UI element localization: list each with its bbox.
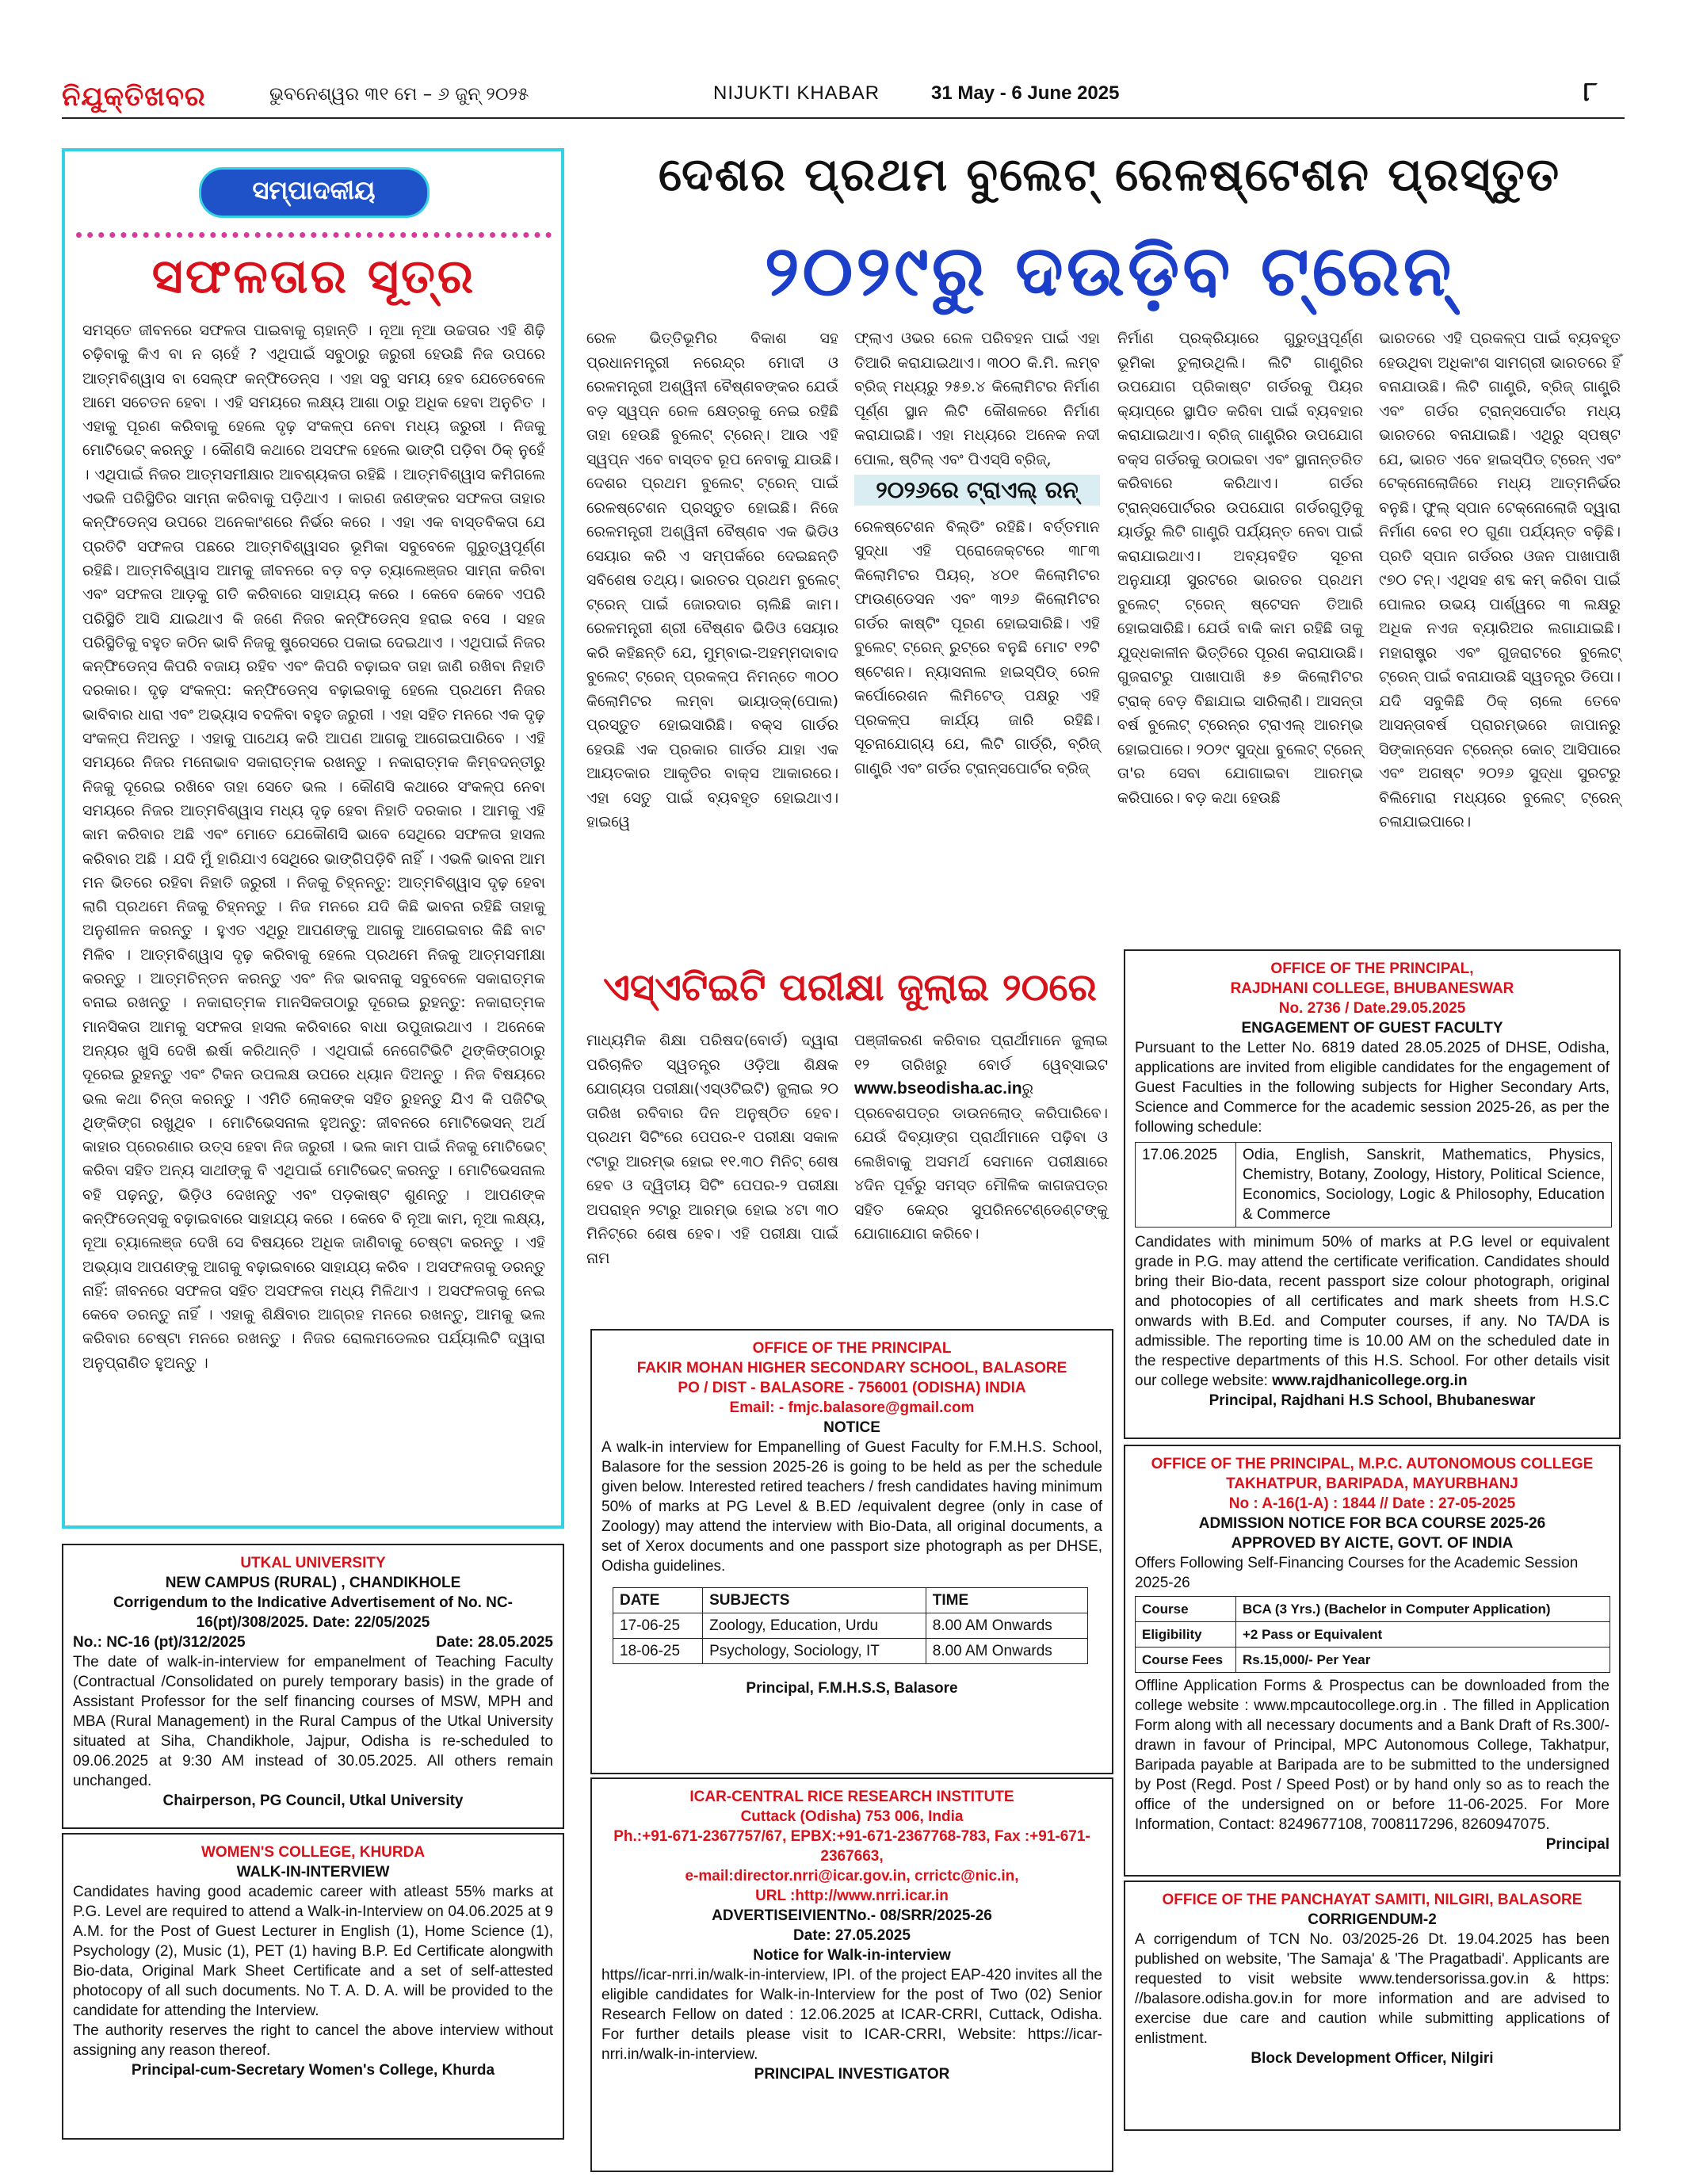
editorial-title: ସଫଳତାର ସୂତ୍ର [151,249,476,304]
notice-heading: ADMISSION NOTICE FOR BCA COURSE 2025-26 [1198,1515,1546,1532]
notice-signature: Chairperson, PG Council, Utkal University [162,1793,464,1809]
table-header: DATE [613,1588,703,1613]
notice-number: No.: NC-16 (pt)/312/2025 [73,1634,246,1651]
table-header-row [613,1588,1088,1613]
notice-office: OFFICE OF THE PRINCIPAL, [1270,960,1474,977]
story-subhead: ୨୦୨୬ରେ ଟ୍ରାଏଲ୍ ରନ୍ [854,475,1100,506]
notice-campus: NEW CAMPUS (RURAL) , CHANDIKHOLE [165,1575,461,1591]
editorial-box [62,148,564,1529]
table-header: TIME [926,1588,1087,1613]
notice-heading: NOTICE [823,1419,880,1436]
story-column-2 [854,326,1100,781]
main-headline: ୨୦୨୯ରୁ ଦଉଡ଼ିବ ଟ୍ରେନ୍ [764,230,1455,311]
main-headline-top: ଦେଶର ପ୍ରଥମ ବୁଲେଟ୍ ରେଳଷ୍ଟେଶନ ପ୍ରସ୍ତୁତ [658,147,1561,201]
notice-title: UTKAL UNIVERSITY [240,1555,386,1571]
notice-advt: ADVERTISEIVIENTNo.- 08/SRR/2025-26 [712,1907,992,1924]
editorial-body: ସମସ୍ତେ ଜୀବନରେ ସଫଳତା ପାଇବାକୁ ଚାହାନ୍ତି । ନୂଆ ନୂଆ ଉଚ୍ଚତାର ଏହି ଶିଢ଼ି ଚଢ଼ିବାକୁ କିଏ ବା ନ ଚାହେଁ ? ଏଥିପାଇଁ ସବୁଠାରୁ ଜରୁରୀ ହେଉଛି ନିଜ ଉପରେ ଆତ୍ମବିଶ୍ୱାସ ବା ସେଲ୍ଫ କନ୍ଫିଡେନ୍ସ । ଏହା ସବୁ ସମୟ ହେବ ଯେତେବେଳେ ଆମେ ସଚେତନ ହେବା । ଏହି ସମୟରେ ଲକ୍ଷ୍ୟ ଆଶା ଠାରୁ ଅଧିକ ହେବା ଅନୁଚିତ । ଏହାକୁ ପୂରଣ କରିବାକୁ ହେଲେ ଦୃଢ଼ ସଂକଳ୍ପ ନେବା ମଧ୍ୟ ଜରୁରୀ । ନିଜକୁ ମୋଟିଭେଟ୍ କରନ୍ତୁ । କୌଣସି କଥାରେ ଅସଫଳ ହେଲେ ଭାଙ୍ଗି ପଡ଼ିବା ଠିକ୍ ନୁହେଁ । ଏଥିପାଇଁ ନିଜର ଆତ୍ମସମୀକ୍ଷାର ଆବଶ୍ୟକତା ରହିଛି । ଆତ୍ମବିଶ୍ୱାସ କମିଗଲେ ଏଭଳି ପରିସ୍ଥିତିର ସାମ୍ନା କରିବାକୁ ପଡ଼ିଥାଏ । କାରଣ ଜଣଙ୍କର ସଫଳତା ତାହାର କନ୍ଫିଡେନ୍ସ ଉପରେ ଅନେକାଂଶରେ ନିର୍ଭର କରେ । ଏହା ଏକ ବାସ୍ତବିକତା ଯେ ପ୍ରତିଟି ସଫଳତା ପଛରେ ଆତ୍ମବିଶ୍ୱାସର ଭୂମିକା ସବୁବେଳେ ଗୁରୁତ୍ୱପୂର୍ଣ୍ଣ ରହିଛି। ଆତ୍ମବିଶ୍ୱାସ ଆମକୁ ଜୀବନରେ ବଡ଼ ବଡ଼ ଚ୍ୟାଲେଞ୍ଜର ସାମ୍ନା କରିବା ଏବଂ ସଫଳତା ଆଡ଼କୁ ଗତି କରିବାରେ ସାହାଯ୍ୟ କରେ । କେବେ କେବେ ଏପରି ପରିସ୍ଥିତି ଆସି ଯାଇଥାଏ କି ଜଣେ ନିଜର କନ୍ଫିଡେନ୍ସ ହରାଇ ବସେ । ସହଜ ପରିସ୍ଥିତିକୁ ବହୁତ କଠିନ ଭାବି ନିଜକୁ ଷ୍ଟ୍ରେସରେ ପକାଇ ଦେଇଥାଏ । ଏଥିପାଇଁ ନିଜର କନ୍ଫିଡେନ୍ସ କିପରି ବଜାୟ ରହିବ ଏବଂ କିପରି ବଢ଼ାଇବ ତାହା ଜାଣି ରଖିବା ନିହାତି ଦରକାର। ଦୃଢ଼ ସଂକଳ୍ପ: କନ୍ଫିଡେନ୍ସ ବଢ଼ାଇବାକୁ ହେଲେ ପ୍ରଥମେ ନିଜର ଭାବିବାର ଧାରା ଏବଂ ଅଭ୍ୟାସ ବଦଳିବା ବହୁତ ଜରୁରୀ । ଏହା ସହିତ ମନରେ ଏକ ଦୃଢ଼ ସଂକଳ୍ପ ନିଅନ୍ତୁ । ଏହାକୁ ପାଥେୟ କରି ଆପଣ ଆଗକୁ ଆଗେଇପାରିବେ । ଏହି ସମୟରେ ନିଜର ମନୋଭାବ ସକାରାତ୍ମକ ରଖନ୍ତୁ । ନକାରାତ୍ମକ କିମ୍ବଦନ୍ତୀରୁ ନିଜକୁ ଦୂରେଇ ରଖିବେ ତାହା ସେତେ ଭଲ । କୌଣସି କଥାରେ ସଂକଳ୍ପ ନେବା ସମୟରେ ନିଜର ଆତ୍ମବିଶ୍ୱାସ ମଧ୍ୟ ଦୃଢ଼ ହେବା ନିହାତି ଦରକାର । ଆମକୁ ଏହି କାମ କରିବାର ଅଛି ଏବଂ ମୋତେ ଯେକୌଣସି ଭାବେ ସେଥିରେ ସଫଳତା ହାସଲ କରିବାର ଅଛି । ଯଦି ମୁଁ ହାରିଯାଏ ସେଥିରେ ଭାଙ୍ଗିପଡ଼ିବି ନାହିଁ । ଏଭଳି ଭାବନା ଆମ ମନ ଭିତରେ ରହିବା ନିହାତି ଜରୁରୀ । ନିଜକୁ ଚିହ୍ନନ୍ତୁ: ଆତ୍ମବିଶ୍ୱାସ ଦୃଢ଼ ହେବା ଲାଗି ପ୍ରଥମେ ନିଜକୁ ଚିହ୍ନନ୍ତୁ । ନିଜ ମନରେ ଯଦି କିଛି ଭାବନା ରହିଛି ତାହାକୁ ଅନୁଶୀଳନ କରନ୍ତୁ । ହୁଏତ ଏଥିରୁ ଆପଣଙ୍କୁ ଆଗକୁ ଆଗେଇବାର କିଛି ବାଟ ମିଳିବ । ଆତ୍ମବିଶ୍ୱାସ ଦୃଢ଼ କରିବାକୁ ହେଲେ ପ୍ରଥମେ ନିଜକୁ ଆତ୍ମସମୀକ୍ଷା କରନ୍ତୁ । ଆତ୍ମଚିନ୍ତନ କରନ୍ତୁ ଏବଂ ନିଜ ଭାବନାକୁ ସବୁବେଳେ ସକାରାତ୍ମକ ବନାଇ ରଖନ୍ତୁ । ନକାରାତ୍ମକ ମାନସିକତାଠାରୁ ଦୂରେଇ ରୁହନ୍ତୁ: ନକାରାତ୍ମକ ମାନସିକତା ଆମକୁ ସଫଳତା ହାସଲ କରିବାରେ ବାଧା ଉପୁଜାଇଥାଏ । ଅନେକେ ଅନ୍ୟର ଖୁସି ଦେଖି ଈର୍ଷା କରିଥାନ୍ତି । ଏଥିପାଇଁ ନେଗେଟିଭିଟି ଥିଙ୍କିଙ୍ଗଠାରୁ ଦୂରେଇ ରୁହନ୍ତୁ ଏବଂ ଟିକନ ଉପଲକ୍ଷ ଉପରେ ଧ୍ୟାନ ଦିଅନ୍ତୁ । ନିଜ ବିଷୟରେ ଭଲ କଥା ଚିନ୍ତା କରନ୍ତୁ । ଏମିତି ଲୋକଙ୍କ ସହିତ ରୁହନ୍ତୁ ଯିଏ କି ପଜିଟିଭ୍ ଥିଙ୍କିଙ୍ଗ ରଖୁଥିବ । ମୋଟିଭେସନାଲ ହୁଅନ୍ତୁ: ଜୀବନରେ ମୋଟିଭେସନ୍ ଅର୍ଥ କାହାର ପ୍ରେରଣାର ଉତ୍ସ ହେବା ନିଜ ଜରୁରୀ । ଭଲ କାମ ପାଇଁ ନିଜକୁ ମୋଟିଭେଟ୍ କରିବା ସହିତ ଅନ୍ୟ ସାଥୀଙ୍କୁ ବି ଏଥିପାଇଁ ମୋଟିଭେଟ୍ କରନ୍ତୁ । ମୋଟିଭେସନାଲ ବହି ପଢ଼ନ୍ତୁ, ଭିଡ଼ିଓ ଦେଖନ୍ତୁ ଏବଂ ପଡ଼କାଷ୍ଟ ଶୁଣନ୍ତୁ । ଆପଣଙ୍କ କନ୍ଫିଡେନ୍ସକୁ ବଢ଼ାଇବାରେ ସାହାଯ୍ୟ କରେ । କେବେ ବି ନୂଆ କାମ, ନୂଆ ଲକ୍ଷ୍ୟ, ନୂଆ ଚ୍ୟାଲେଞ୍ଜ ଦେଖି ସେ ବିଷୟରେ ଅଧିକ ଜାଣିବାକୁ ଚେଷ୍ଟା କରନ୍ତୁ । ଏହି ଅଭ୍ୟାସ ଆପଣଙ୍କୁ ଆଗକୁ ବଢ଼ାଇବାରେ ସାହାଯ୍ୟ କରିବ । ଅସଫଳତାକୁ ଡରନ୍ତୁ ନାହିଁ: ଜୀବନରେ ସଫଳତା ସହିତ ଅସଫଳତା ମଧ୍ୟ ମିଳିଥାଏ । ଅସଫଳତାକୁ ନେଇ କେବେ ଡରନ୍ତୁ ନାହିଁ । ଏହାକୁ ଶିକ୍ଷିବାର ଆଗ୍ରହ ମନରେ ରଖନ୍ତୁ, ଆମକୁ ଭଲ କରିବାର ଚେଷ୍ଟା ମନରେ ରଖନ୍ତୁ । ନିଜର ରୋଲମଡେଲର ପର୍ଯ୍ୟାଲିଟି ଦ୍ୱାରା ଅନୁପ୍ରାଣିତ ହୁଅନ୍ତୁ । [82,322,545,1372]
sat-text: ରୁ ପ୍ରବେଶପତ୍ର ଡାଉନଲୋଡ୍ କରିପାରିବେ। ଯେଉଁ ଦିବ୍ୟାଙ୍ଗ ପ୍ରାର୍ଥୀମାନେ ପଢ଼ିବା ଓ ଲେଖିବାକୁ ଅସମର୍ଥ ସେମାନେ ପରୀକ୍ଷାରେ ୪ଦିନ ପୂର୍ବରୁ ସମସ୍ତ ମୌଳିକ କାଗଜପତ୍ର ସହିତ କେନ୍ଦ୍ର ସୁପରିନଟେଣ୍ଡେଣ୍ଟଙ୍କୁ ଯୋଗାଯୋଗ କରିବେ। [854,1080,1108,1243]
notice-date: Date: 28.05.2025 [436,1634,553,1651]
masthead-logo: ନିଯୁକ୍ତିଖବର [62,81,206,113]
page-number: ୮ [1583,76,1598,108]
rajdhani-notice [1124,949,1621,1439]
table-row [613,1613,1088,1639]
notice-body [1135,1232,1610,1391]
notice-body-text: Candidates with minimum 50% of marks at P.G level or equivalent grade in P.G. may attend the certificate verification. Candidates should bring their Bio-data, recent passport size colour photograph, original and photocopies of all certificates and mark sheets from H.S.C onwards with B.Ed. and Computer courses, if any. No TA/DA is admissible. The reporting time is 10.00 AM on the scheduled date in the respective departments of this H.S. School. For other details visit our college website: [1135,1234,1610,1389]
notice-body: Offline Application Forms & Prospectus can be downloaded from the college website : www.mpcautocollege.org.in . The filled in Application Form along with all necessary documents and a Bank Draft of Rs.300/- drawn in favour of Principal, MPC Autonomous College, Takhatpur, Baripada payable at Baripada are to be submitted to the undersigned by Post (Regd. Post / Speed Post) or by hand only so as to reach the office of the undersigned on or before 11-06-2025. For More Information, Contact: 8249677108, 7008117296, 8260947075. [1135,1678,1610,1833]
table-cell: 8.00 AM Onwards [926,1639,1087,1664]
sat-column-1 [586,1029,838,1270]
notice-body: The authority reserves the right to cancel the above interview without assigning any reason thereof. [73,2022,553,2059]
story-text: ରେଳ ଭିତ୍ତିଭୂମିର ବିକାଶ ସହ ପ୍ରଧାନମନ୍ତ୍ରୀ ନରେନ୍ଦ୍ର ମୋଦୀ ଓ ରେଳମନ୍ତ୍ରୀ ଅଶ୍ୱିନୀ ବୈଷ୍ଣବଙ୍କର ଯେଉଁ ବଡ଼ ସ୍ୱପ୍ନ ରେଳ କ୍ଷେତ୍ରକୁ ନେଇ ରହିଛି ତାହା ହେଉଛି ବୁଲେଟ୍ ଟ୍ରେନ୍। ଆଉ ଏହି ସ୍ୱପ୍ନ ଏବେ ବାସ୍ତବ ରୂପ ନେବାକୁ ଯାଉଛି। ଦେଶର ପ୍ରଥମ ବୁଲେଟ୍ ଟ୍ରେନ୍ ପାଇଁ ରେଳଷ୍ଟେଶନ ପ୍ରସ୍ତୁତ ହୋଇଛି। ନିଜେ ରେଳମନ୍ତ୍ରୀ ଅଶ୍ୱିନୀ ବୈଷ୍ଣବ ଏକ ଭିଡିଓ ସେୟାର କରି ଏ ସମ୍ପର୍କରେ ଦେଇଛନ୍ତି ସବିଶେଷ ତଥ୍ୟ। ଭାରତର ପ୍ରଥମ ବୁଲେଟ୍ ଟ୍ରେନ୍ ପାଇଁ ଜୋରଦାର ଚାଲିଛି କାମ। ରେଳମନ୍ତ୍ରୀ ଶ୍ରୀ ବୈଷ୍ଣବ ଭିଡିଓ ସେୟାର କରି କହିଛନ୍ତି ଯେ, ମୁମ୍ବାଇ-ଅହମ୍ମଦାବାଦ ବୁଲେଟ୍ ଟ୍ରେନ୍ ପ୍ରକଳ୍ପ ନିମନ୍ତେ ୩୦୦ କିଲୋମିଟର ଲମ୍ବା ଭାୟାଡ୍କ୍(ପୋଲ) ପ୍ରସ୍ତୁତ ହୋଇସାରିଛି। ବକ୍ସ ଗାର୍ଡର ହେଉଛି ଏକ ପ୍ରକାର ଗାର୍ଡର ଯାହା ଏକ ଆୟତକାର ଆକୃତିର ବାକ୍ସ ଆକାରରେ। ଏହା ସେତୁ ପାଇଁ ବ୍ୟବହୃତ ହୋଇଥାଏ। ହାଇୱେ [586,330,838,830]
table-cell: BCA (3 Yrs.) (Bachelor in Computer Application) [1236,1597,1610,1622]
table-row [1136,1143,1612,1228]
notice-body: https//icar-nrri.in/walk-in-interview, IPI. of the project EAP-420 invites all the eligible candidates for Walk-in-Interview for the post of Two (02) Senior Research Fellow on dated : 12.06.2025 at ICAR-CRRI, Cuttack, Odisha. For further details please visit to ICAR-CRRI, Website: https://icar-nrri.in/walk-in-interview. [601,1967,1102,2063]
schedule-table [1135,1142,1612,1228]
story-text: ଭାରତରେ ଏହି ପ୍ରକଳ୍ପ ପାଇଁ ବ୍ୟବହୃତ ହେଉଥିବା ଅଧିକାଂଶ ସାମଗ୍ରୀ ଭାରତରେ ହିଁ ବନାଯାଉଛି। ଲିଟି ଗାଣ୍ଟ୍ରି, ବ୍ରିଜ୍ ଗାଣ୍ଟ୍ରି ଏବଂ ଗର୍ଡର ଟ୍ରାନ୍ସପୋର୍ଟର ମଧ୍ୟ ଭାରତରେ ବନାଯାଇଛି। ଏଥିରୁ ସ୍ପଷ୍ଟ ଯେ, ଭାରତ ଏବେ ହାଇସ୍ପିଡ୍ ଟ୍ରେନ୍ ଏବଂ ଟେକ୍ନୋଲୋଜିରେ ମଧ୍ୟ ଆତ୍ମନିର୍ଭର ବନୁଛି। ଫୁଲ୍ ସ୍ପାନ ଟେକ୍ନୋଲୋଜି ଦ୍ୱାରା ନିର୍ମାଣ ବେଗ ୧୦ ଗୁଣା ପର୍ଯ୍ୟନ୍ତ ବଢ଼ିଛି। ପ୍ରତି ସ୍ପାନ ଗର୍ଡରର ଓଜନ ପାଖାପାଖି ୯୭୦ ଟନ୍। ଏଥିସହ ଶବ୍ଦ କମ୍ କରିବା ପାଇଁ ପୋଲର ଉଭୟ ପାର୍ଶ୍ୱରେ ୩ ଲକ୍ଷରୁ ଅଧିକ ନଏଜ ବ୍ୟାରିଅର ଲଗାଯାଇଛି। ମହାରାଷ୍ଟ୍ର ଏବଂ ଗୁଜରାଟରେ ବୁଲେଟ୍ ଟ୍ରେନ୍ ପାଇଁ ବନାଯାଉଛି ସ୍ୱତନ୍ତ୍ର ଡିପୋ। ଯଦି ସବୁକିଛି ଠିକ୍ ଚାଲେ ତେବେ ଆସନ୍ତାବର୍ଷ ପ୍ରାରମ୍ଭରେ ଜାପାନରୁ ସିଙ୍କାନ୍‌ସେନ ଟ୍ରେନ୍‌ର କୋଚ୍ ଆସିପାରେ ଏବଂ ଅଗଷ୍ଟ ୨୦୨୬ ସୁଦ୍ଧା ସୁରଟରୁ ବିଲିମୋରା ମଧ୍ୟରେ ବୁଲେଟ୍ ଟ୍ରେନ୍ ଚଳାଯାଇପାରେ। [1379,330,1621,830]
nilgiri-notice [1124,1880,1621,2131]
notice-body: Pursuant to the Letter No. 6819 dated 28.05.2025 of DHSE, Odisha, applications are invited from eligible candidates for the engagement of Guest Faculties in the following subjects for Higher Secondary Arts, Science and Commerce for the academic session 2025-26, as per the following schedule: [1135,1040,1610,1136]
sat-text: ମାଧ୍ୟମିକ ଶିକ୍ଷା ପରିଷଦ(ବୋର୍ଡ) ଦ୍ୱାରା ପରିଚାଳିତ ସ୍ୱତନ୍ତ୍ର ଓଡ଼ିଆ ଶିକ୍ଷକ ଯୋଗ୍ୟତା ପରୀକ୍ଷା(ଏସ୍ଓଟିଇଟି) ଜୁଲାଇ ୨୦ ତାରିଖ ରବିବାର ଦିନ ଅନୁଷ୍ଠିତ ହେବ। ପ୍ରଥମ ସିଟିଂରେ ପେପର-୧ ପରୀକ୍ଷା ସକାଳ ୯ଟାରୁ ଆରମ୍ଭ ହୋଇ ୧୧.୩୦ ମିନିଟ୍ ଶେଷ ହେବ ଓ ଦ୍ୱିତୀୟ ସିଟିଂ ପେପର-୨ ପରୀକ୍ଷା ଅପରାହ୍ନ ୨ଟାରୁ ଆରମ୍ଭ ହୋଇ ୪ଟା ୩୦ ମିନିଟ୍‌ରେ ଶେଷ ହେବ। ଏହି ପରୀକ୍ଷା ପାଇଁ ନାମ [586,1032,838,1267]
notice-signature: Principal, F.M.H.S.S, Balasore [746,1680,958,1697]
notice-heading: Notice for Walk-in-interview [753,1947,951,1964]
notice-signature: Block Development Officer, Nilgiri [1251,2050,1494,2067]
notice-signature: PRINCIPAL INVESTIGATOR [754,2066,950,2083]
notice-number: No. 2736 / Date.29.05.2025 [1278,1000,1466,1017]
table-cell: Zoology, Education, Urdu [703,1613,926,1639]
table-cell: Eligibility [1136,1622,1236,1648]
notice-number: No : A-16(1-A) : 1844 // Date : 27-05-2025 [1228,1495,1516,1512]
notice-office: OFFICE OF THE PRINCIPAL, M.P.C. AUTONOMOUS COLLEGE [1151,1456,1594,1472]
notice-signature: Principal [1545,1836,1610,1853]
notice-office: OFFICE OF THE PANCHAYAT SAMITI, NILGIRI, BALASORE [1162,1892,1583,1908]
notice-school: FAKIR MOHAN HIGHER SECONDARY SCHOOL, BALASORE [636,1360,1067,1376]
story-text: ନିର୍ମାଣ ପ୍ରକ୍ରିୟାରେ ଗୁରୁତ୍ୱପୂର୍ଣ୍ଣ ଭୂମିକା ତୁଲାଉଥିଲି। ଲିଟି ଗାଣ୍ଟ୍ରିର ଉପଯୋଗ ପ୍ରିକାଷ୍ଟ ଗର୍ଡରକୁ ପିୟର କ୍ୟାପ୍‌ରେ ସ୍ଥାପିତ କରିବା ପାଇଁ ବ୍ୟବହାର କରାଯାଇଥାଏ। ବ୍ରିଜ୍ ଗାଣ୍ଟ୍ରିର ଉପଯୋଗ ବକ୍ସ ଗର୍ଡରକୁ ଉଠାଇବା ଏବଂ ସ୍ଥାନାନ୍ତରିତ କରିବାରେ କରିଥାଏ। ଗର୍ଡର ଟ୍ରାନ୍ସପୋର୍ଟରର ଉପଯୋଗ ଗର୍ଡରଗୁଡ଼ିକୁ ୟାର୍ଡରୁ ଲିଟି ଗାଣ୍ଟ୍ରି ପର୍ଯ୍ୟନ୍ତ ନେବା ପାଇଁ କରାଯାଇଥାଏ। ଅବ୍ୟବହିତ ସୂଚନା ଅନୁଯାୟୀ ସୁରଟରେ ଭାରତର ପ୍ରଥମ ବୁଲେଟ୍ ଟ୍ରେନ୍ ଷ୍ଟେସନ ତିଆରି ହୋଇସାରିଛି। ଯେଉଁ ବାକି କାମ ରହିଛି ତାକୁ ଯୁଦ୍ଧକାଳୀନ ଭିତ୍ତିରେ ପୂରଣ କରାଯାଉଛି। ଗୁଜରାଟରୁ ପାଖାପାଖି ୫୭ କିଲୋମିଟର ଟ୍ରାକ୍ ବେଡ଼ ବିଛାଯାଇ ସାରିଲାଣି। ଆସନ୍ତା ବର୍ଷ ବୁଲେଟ୍ ଟ୍ରେନ୍‌ର ଟ୍ରାଏଲ୍ ଆରମ୍ଭ ହୋଇପାରେ। ୨୦୨୯ ସୁଦ୍ଧା ବୁଲେଟ୍ ଟ୍ରେନ୍ ତା'ର ସେବା ଯୋଗାଇବା ଆରମ୍ଭ କରିପାରେ। ବଡ଼ କଥା ହେଉଛି [1117,330,1363,807]
mpc-notice [1124,1445,1621,1877]
notice-title: ICAR-CENTRAL RICE RESEARCH INSTITUTE [689,1789,1014,1805]
table-cell: 17.06.2025 [1136,1143,1236,1228]
womens-college-notice [62,1833,564,2140]
table-cell: Rs.15,000/- Per Year [1236,1648,1610,1673]
table-cell: Psychology, Sociology, IT [703,1639,926,1664]
issue-date: 31 May - 6 June 2025 [931,82,1120,104]
schedule-table [613,1587,1088,1664]
notice-heading: CORRIGENDUM-2 [1308,1911,1437,1928]
table-header: SUBJECTS [703,1588,926,1613]
icar-notice [590,1777,1113,2172]
table-cell: 17-06-25 [613,1613,703,1639]
notice-heading: ENGAGEMENT OF GUEST FACULTY [1241,1020,1503,1037]
table-cell: 18-06-25 [613,1639,703,1664]
sat-headline: ଏସ୍ଏଟିଇଟି ପରୀକ୍ଷା ଜୁଲାଇ ୨୦ରେ [603,965,1097,1010]
college-website-link[interactable]: www.rajdhanicollege.org.in [1272,1373,1468,1389]
story-text: ରେଳଷ୍ଟେଶନ ବିଲ୍ଡିଂ ରହିଛି। ବର୍ତ୍ତମାନ ସୁଦ୍ଧା ଏହି ପ୍ରୋଜେକ୍ଟରେ ୩୮୩ କିଲୋମିଟର ପିୟର୍, ୪୦୧ କିଲୋମିଟର ଫାଉଣ୍ଡେସନ ଏବଂ ୩୨୬ କିଲୋମିଟର ଗର୍ଡର କାଷ୍ଟିଂ ପୂରଣ ହୋଇସାରିଛି। ଏହି ବୁଲେଟ୍ ଟ୍ରେନ୍ ରୁଟ୍‌ରେ ବନୁଛି ମୋଟ ୧୨ଟି ଷ୍ଟେଶନ। ନ୍ୟାସନାଲ ହାଇସ୍ପିଡ୍ ରେଳ କର୍ପୋରେଶନ ଲିମିଟେଡ୍ ପକ୍ଷରୁ ଏହି ପ୍ରକଳ୍ପ କାର୍ଯ୍ୟ ଜାରି ରହିଛି। ସୂଚନାଯୋଗ୍ୟ ଯେ, ଲିଟି ଗାର୍ଡ୍ରି, ବ୍ରିଜ୍ ଗାଣ୍ଟ୍ରି ଏବଂ ଗର୍ଡର ଟ୍ରାନ୍ସପୋର୍ଟର ବ୍ରିଜ୍ [854,517,1100,777]
notice-email[interactable]: Email: - fmjc.balasore@gmail.com [729,1399,975,1416]
table-cell: +2 Pass or Equivalent [1236,1622,1610,1648]
notice-office: OFFICE OF THE PRINCIPAL [752,1340,952,1357]
story-column-1 [586,326,838,834]
notice-place: TAKHATPUR, BARIPADA, MAYURBHANJ [1226,1476,1518,1492]
notice-signature: Principal-cum-Secretary Women's College, Khurda [131,2062,495,2079]
notice-body: A walk-in interview for Empanelling of Guest Faculty for F.M.H.S. School, Balasore for the session 2025-26 is going to be held as per the schedule given below. Interested retired teachers / fresh candidates having minimum 50% of marks at PG Level & B.ED /equivalent degree (only in case of Zoology) may attend the interview with Bio-Data, all original documents, a set of Xerox documents and one passport size photograph as per DHSE, Odisha guidelines. [601,1439,1102,1575]
story-column-4 [1379,326,1621,834]
notice-signature: Principal, Rajdhani H.S School, Bhubaneswar [1209,1392,1536,1409]
table-cell: Course [1136,1597,1236,1622]
notice-college: RAJDHANI COLLEGE, BHUBANESWAR [1230,980,1514,997]
notice-body: The date of walk-in-interview for empanelment of Teaching Faculty (Contractual /Consolidated on purely temporary basis) in the grade of Assistant Professor for the self financing courses of MSW, MPH and MBA (Rural Management) in the Rural Campus of the Utkal University situated at Siha, Chandikhole, Jajpur, Odisha is re-scheduled to 09.06.2025 at 9:30 AM instead of 30.05.2025. All others remain unchanged. [73,1654,553,1789]
table-row [1136,1648,1610,1673]
notice-address: PO / DIST - BALASORE - 756001 (ODISHA) INDIA [678,1380,1026,1396]
notice-heading: Corrigendum to the Indicative Advertisement of No. NC-16(pt)/308/2025. Date: 22/05/2025 [113,1594,513,1631]
sat-column-2 [854,1029,1108,1247]
table-cell: Course Fees [1136,1648,1236,1673]
dotted-divider [76,232,552,238]
notice-email[interactable]: e-mail:director.nrri@icar.gov.in, crrictc@nic.in, [685,1868,1019,1884]
board-website-link[interactable]: www.bseodisha.ac.in [854,1079,1022,1098]
notice-phone: Ph.:+91-671-2367757/67, EPBX:+91-671-2367768-783, Fax :+91-671-2367663, [613,1828,1090,1865]
paper-title: NIJUKTI KHABAR [713,82,880,104]
notice-ref-row [73,1632,553,1652]
story-text: ଫ୍ଲାଏ ଓଭର ରେଳ ପରିବହନ ପାଇଁ ଏହା ତିଆରି କରାଯାଇଥାଏ। ୩୦୦ କି.ମି. ଲମ୍ବ ବ୍ରିଜ୍ ମଧ୍ୟରୁ ୨୫୭.୪ କିଲୋମିଟର ନିର୍ମାଣ ପୂର୍ଣ୍ଣ ସ୍ଥାନ ଲିଟି କୌଶଳରେ ନିର୍ମାଣ କରାଯାଇଛି। ଏହା ମଧ୍ୟରେ ଅନେକ ନଦୀ ପୋଲ, ଷ୍ଟିଲ୍ ଏବଂ ପିଏସ୍‌ସି ବ୍ରିଜ୍, [854,330,1100,468]
table-row [613,1639,1088,1664]
fmhss-notice [590,1329,1113,1774]
notice-address: Cuttack (Odisha) 753 006, India [740,1808,964,1825]
table-row [1136,1622,1610,1648]
notice-body: A corrigendum of TCN No. 03/2025-26 Dt. 19.04.2025 has been published on website, 'The Samaja' & 'The Pragatbadi'. Applicants are requested to visit website www.tendersorissa.gov.in & https: //balasore.odisha.gov.in for more information and are advised to exercise due care and caution while submitting applications of enlistment. [1135,1931,1610,2047]
utkal-notice [62,1544,564,1829]
notice-body: Candidates having good academic career with atleast 55% marks at P.G. Level are required to attend a Walk-in-Interview on 04.06.2025 at 9 A.M. for the Post of Guest Lecturer in English (1), Home Science (1), Psychology (2), Music (1), PET (1) having B.P. Ed Certificate alongwith Bio-data, Original Mark Sheet Certificate and a set of self-attested photocopy of all such documents. No T. A. D. A. will be provided to the candidate for attending the Interview. [73,1884,553,2019]
notice-date: Date: 27.05.2025 [793,1927,911,1944]
table-cell: 8.00 AM Onwards [926,1613,1087,1639]
table-cell: Odia, English, Sanskrit, Mathematics, Physics, Chemistry, Botany, Zoology, History, Political Science, Economics, Sociology, Logic & Philosophy, Education & Commerce [1236,1143,1612,1228]
notice-title: WOMEN'S COLLEGE, KHURDA [200,1844,426,1861]
course-table [1135,1596,1610,1673]
notice-heading: APPROVED BY AICTE, GOVT. OF INDIA [1231,1535,1514,1552]
editorial-badge: ସମ୍ପାଦକୀୟ [199,167,430,218]
notice-intro: Offers Following Self-Financing Courses for the Academic Session 2025-26 [1135,1555,1579,1591]
notice-heading: WALK-IN-INTERVIEW [236,1864,390,1880]
notice-url[interactable]: URL :http://www.nrri.icar.in [755,1888,949,1904]
odia-date: ଭୁବନେଶ୍ୱର ୩୧ ମେ – ୬ ଜୁନ୍ ୨୦୨୫ [269,84,529,105]
table-row [1136,1597,1610,1622]
story-column-3 [1117,326,1363,810]
header-rule [62,117,1625,119]
sat-text: ପଞ୍ଜୀକରଣ କରିବାର ପ୍ରାର୍ଥୀମାନେ ଜୁଲାଇ ୧୨ ତାରିଖରୁ ବୋର୍ଡ ୱେବ୍ସାଇଟ [854,1032,1108,1074]
